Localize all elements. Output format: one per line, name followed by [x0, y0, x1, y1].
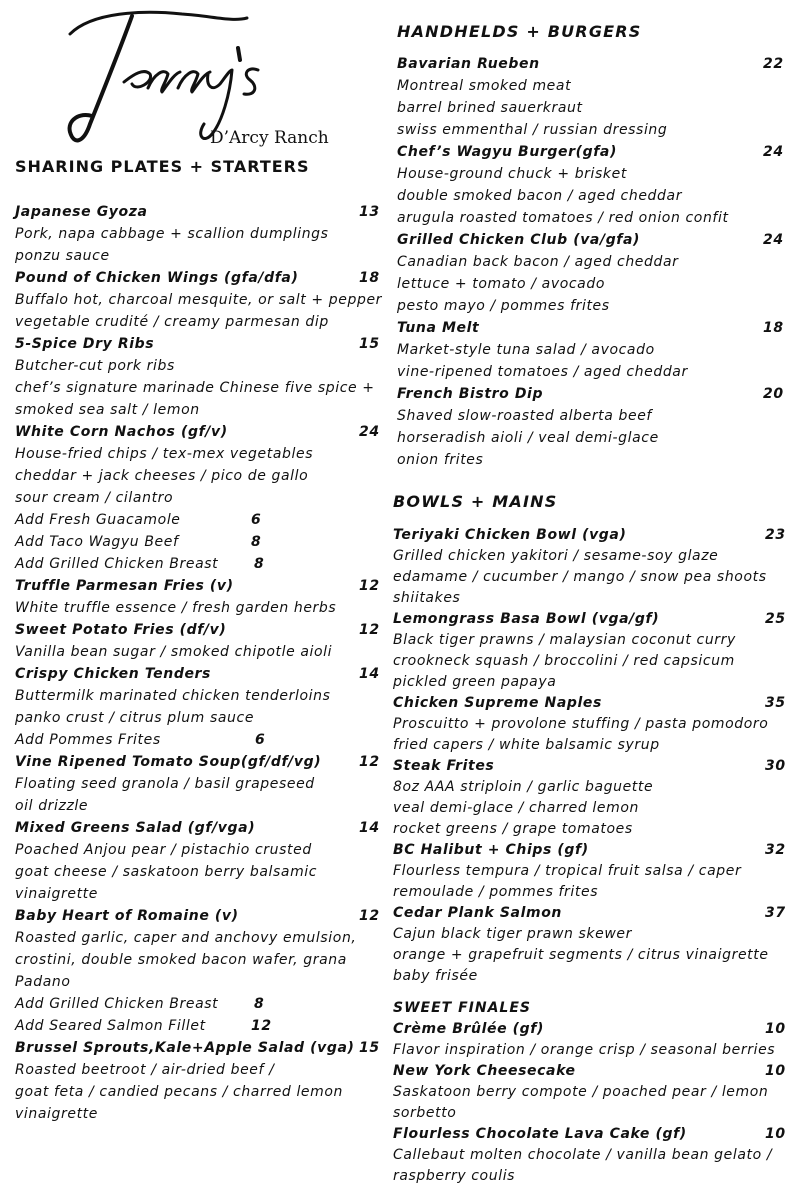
menu-item: [15, 267, 385, 333]
menu-item: [393, 525, 789, 609]
menu-item-description: Saskatoon berry compote / poached pear / lemon: [393, 1084, 769, 1100]
menu-item: [393, 1019, 789, 1061]
menu-item-price: 10: [765, 1126, 786, 1142]
menu-item-name: Pound of Chicken Wings (gfa/dfa): [15, 270, 299, 286]
menu-item-price: 24: [763, 232, 784, 248]
menu-item-name: Baby Heart of Romaine (v): [15, 908, 239, 924]
menu-item-description: vine-ripened tomatoes / aged cheddar: [397, 364, 688, 380]
menu-item-header: [393, 903, 789, 924]
addon-price: 12: [251, 1018, 272, 1034]
bowls-section-title: BOWLS + MAINS: [393, 492, 558, 511]
menu-item-price: 22: [763, 56, 784, 72]
menu-item-header: [393, 1124, 789, 1145]
menu-item-name: Cedar Plank Salmon: [393, 905, 562, 921]
menu-item-name: Tuna Melt: [397, 320, 480, 336]
menu-item-header: [393, 1019, 789, 1040]
menu-item-description: Poached Anjou pear / pistachio crusted: [15, 842, 312, 858]
menu-item-price: 24: [763, 144, 784, 160]
menu-item-description: cheddar + jack cheeses / pico de gallo: [15, 468, 309, 484]
addon-label: Add Taco Wagyu Beef: [15, 534, 179, 550]
menu-item-price: 14: [359, 820, 380, 836]
menu-item: [15, 575, 385, 619]
menu-item-price: 25: [765, 611, 786, 627]
menu-item-description: Pork, napa cabbage + scallion dumplings: [15, 226, 329, 242]
menu-item-addon: [15, 531, 385, 553]
menu-item-description: Butcher-cut pork ribs: [15, 358, 175, 374]
menu-item-description: remoulade / pommes frites: [393, 884, 599, 900]
menu-item: [15, 201, 385, 267]
addon-price: 6: [255, 732, 266, 748]
menu-item-name: French Bistro Dip: [397, 386, 544, 402]
menu-item-description: horseradish aioli / veal demi-glace: [397, 430, 659, 446]
menu-item-header: [393, 609, 789, 630]
menu-item-price: 12: [359, 908, 380, 924]
menu-item: [15, 905, 385, 1037]
sharing-list: [15, 201, 385, 1125]
menu-item-description: double smoked bacon / aged cheddar: [397, 188, 683, 204]
menu-item-description: orange + grapefruit segments / citrus vinaigrette: [393, 947, 769, 963]
addon-price: 8: [251, 534, 262, 550]
menu-item-description: Buttermilk marinated chicken tenderloins: [15, 688, 331, 704]
menu-item-price: 10: [765, 1021, 786, 1037]
menu-item-description: 8oz AAA striploin / garlic baguette: [393, 779, 654, 795]
menu-item-header: [397, 141, 787, 163]
menu-item-name: Chicken Supreme Naples: [393, 695, 602, 711]
menu-item-description: edamame / cucumber / mango / snow pea shoots: [393, 569, 767, 585]
menu-item-description: Canadian back bacon / aged cheddar: [397, 254, 679, 270]
menu-item-description: crookneck squash / broccolini / red capsicum: [393, 653, 735, 669]
menu-item-description: panko crust / citrus plum sauce: [15, 710, 255, 726]
menu-item-addon: [15, 993, 385, 1015]
sharing-section-title: SHARING PLATES + STARTERS: [15, 157, 310, 176]
menu-item-description: oil drizzle: [15, 798, 89, 814]
menu-item-description: Grilled chicken yakitori / sesame-soy glaze: [393, 548, 719, 564]
menu-item-name: BC Halibut + Chips (gf): [393, 842, 589, 858]
menu-item-header: [397, 229, 787, 251]
menu-item-header: [393, 1061, 789, 1082]
menu-item-description: rocket greens / grape tomatoes: [393, 821, 633, 837]
menu-item-description: vinaigrette: [15, 1106, 98, 1122]
menu-item-header: [15, 751, 385, 773]
menu-item-price: 12: [359, 578, 380, 594]
menu-item-price: 35: [765, 695, 786, 711]
logo-subtitle: D’Arcy Ranch: [210, 128, 329, 148]
menu-item-description: House-ground chuck + brisket: [397, 166, 627, 182]
menu-item-description: lettuce + tomato / avocado: [397, 276, 605, 292]
menu-item-name: Lemongrass Basa Bowl (vga/gf): [393, 611, 660, 627]
menu-item-description: Market-style tuna salad / avocado: [397, 342, 655, 358]
menu-item-price: 32: [765, 842, 786, 858]
menu-item-header: [397, 383, 787, 405]
menu-item-name: Vine Ripened Tomato Soup(gf/df/vg): [15, 754, 322, 770]
handhelds-list: [397, 53, 787, 471]
menu-item-description: baby frisée: [393, 968, 478, 984]
addon-price: 8: [254, 996, 265, 1012]
menu-item: [397, 317, 787, 383]
menu-item-description: ponzu sauce: [15, 248, 110, 264]
menu-item-header: [15, 619, 385, 641]
menu-item: [397, 383, 787, 471]
menu-item-name: Japanese Gyoza: [15, 204, 148, 220]
menu-item-price: 15: [359, 336, 380, 352]
menu-item-description: sour cream / cilantro: [15, 490, 174, 506]
menu-item: [397, 229, 787, 317]
menu-item-header: [15, 1037, 385, 1059]
menu-item: [393, 840, 789, 903]
addon-label: Add Grilled Chicken Breast: [15, 556, 219, 572]
menu-item-name: New York Cheesecake: [393, 1063, 576, 1079]
menu-item-description: Shaved slow-roasted alberta beef: [397, 408, 652, 424]
menu-item-price: 24: [359, 424, 380, 440]
menu-item: [397, 141, 787, 229]
menu-item: [15, 817, 385, 905]
menu-item-description: Proscuitto + provolone stuffing / pasta pomodoro: [393, 716, 769, 732]
menu-item-description: arugula roasted tomatoes / red onion confit: [397, 210, 729, 226]
menu-item-name: White Corn Nachos (gf/v): [15, 424, 228, 440]
menu-item-header: [393, 756, 789, 777]
addon-label: Add Pommes Frites: [15, 732, 161, 748]
menu-item-header: [15, 201, 385, 223]
addon-label: Add Seared Salmon Fillet: [15, 1018, 206, 1034]
menu-item-price: 10: [765, 1063, 786, 1079]
menu-item-description: goat cheese / saskatoon berry balsamic: [15, 864, 318, 880]
menu-item-header: [15, 663, 385, 685]
sweet-section-title: SWEET FINALES: [393, 1000, 531, 1016]
menu-item: [393, 693, 789, 756]
menu-item-name: 5-Spice Dry Ribs: [15, 336, 155, 352]
addon-price: 6: [251, 512, 262, 528]
menu-item-price: 18: [359, 270, 380, 286]
menu-item-price: 12: [359, 622, 380, 638]
menu-item-description: Buffalo hot, charcoal mesquite, or salt + pepper: [15, 292, 383, 308]
menu-item-description: veal demi-glace / charred lemon: [393, 800, 639, 816]
menu-item-description: barrel brined sauerkraut: [397, 100, 583, 116]
menu-item-header: [15, 905, 385, 927]
menu-item-header: [15, 817, 385, 839]
menu-item: [15, 1037, 385, 1125]
menu-item-description: Padano: [15, 974, 71, 990]
menu-item: [393, 609, 789, 693]
menu-item: [393, 1124, 789, 1187]
menu-item-description: White truffle essence / fresh garden herbs: [15, 600, 337, 616]
menu-item-price: 20: [763, 386, 784, 402]
menu-item-description: Callebaut molten chocolate / vanilla bean gelato /: [393, 1147, 773, 1163]
menu-item-description: fried capers / white balsamic syrup: [393, 737, 660, 753]
menu-item-name: Crispy Chicken Tenders: [15, 666, 211, 682]
menu-item-addon: [15, 1015, 385, 1037]
menu-item-description: shiitakes: [393, 590, 461, 606]
addon-label: Add Fresh Guacamole: [15, 512, 181, 528]
menu-item-description: swiss emmenthal / russian dressing: [397, 122, 668, 138]
menu-item-price: 23: [765, 527, 786, 543]
menu-item-header: [393, 840, 789, 861]
menu-item-header: [393, 525, 789, 546]
menu-item-header: [15, 575, 385, 597]
menu-item-description: pesto mayo / pommes frites: [397, 298, 610, 314]
addon-label: Add Grilled Chicken Breast: [15, 996, 219, 1012]
menu-item-addon: [15, 509, 385, 531]
menu-item-name: Bavarian Rueben: [397, 56, 540, 72]
menu-item-description: House-fried chips / tex-mex vegetables: [15, 446, 314, 462]
menu-item: [393, 903, 789, 987]
menu-item-description: Flourless tempura / tropical fruit salsa / caper: [393, 863, 742, 879]
menu-item-name: Truffle Parmesan Fries (v): [15, 578, 234, 594]
menu-item-description: Vanilla bean sugar / smoked chipotle aioli: [15, 644, 333, 660]
menu-item-price: 30: [765, 758, 786, 774]
menu-item: [15, 663, 385, 751]
menu-item-name: Sweet Potato Fries (df/v): [15, 622, 227, 638]
menu-item-description: vegetable crudité / creamy parmesan dip: [15, 314, 329, 330]
menu-item-header: [15, 267, 385, 289]
menu-item-header: [397, 53, 787, 75]
menu-item-name: Flourless Chocolate Lava Cake (gf): [393, 1126, 687, 1142]
menu-item: [397, 53, 787, 141]
menu-item-description: crostini, double smoked bacon wafer, grana: [15, 952, 347, 968]
menu-item-price: 12: [359, 754, 380, 770]
menu-item-description: smoked sea salt / lemon: [15, 402, 200, 418]
menu-item-price: 13: [359, 204, 380, 220]
bowls-list: [393, 525, 789, 987]
menu-item-header: [393, 693, 789, 714]
menu-item: [393, 1061, 789, 1124]
logo: [62, 4, 329, 154]
menu-item-description: Roasted beetroot / air-dried beef /: [15, 1062, 275, 1078]
menu-item-header: [15, 421, 385, 443]
menu-item: [15, 421, 385, 575]
menu-item-description: Cajun black tiger prawn skewer: [393, 926, 632, 942]
menu-item-name: Steak Frites: [393, 758, 495, 774]
menu-item-addon: [15, 729, 385, 751]
menu-item-name: Mixed Greens Salad (gf/vga): [15, 820, 256, 836]
menu-item-description: Flavor inspiration / orange crisp / seasonal berries: [393, 1042, 776, 1058]
menu-item-description: vinaigrette: [15, 886, 98, 902]
menu-item: [393, 756, 789, 840]
menu-item-description: goat feta / candied pecans / charred lemon: [15, 1084, 344, 1100]
menu-item-description: chef’s signature marinade Chinese five spice +: [15, 380, 375, 396]
menu-item-name: Grilled Chicken Club (va/gfa): [397, 232, 641, 248]
menu-item-name: Chef’s Wagyu Burger(gfa): [397, 144, 617, 160]
menu-item-description: Montreal smoked meat: [397, 78, 572, 94]
menu-item-price: 37: [765, 905, 786, 921]
handhelds-section-title: HANDHELDS + BURGERS: [397, 22, 642, 41]
menu-item-name: Teriyaki Chicken Bowl (vga): [393, 527, 627, 543]
menu-item-name: Brussel Sprouts,Kale+Apple Salad (vga): [15, 1040, 355, 1056]
menu-item-description: Floating seed granola / basil grapeseed: [15, 776, 315, 792]
menu-item-header: [15, 333, 385, 355]
menu-item-description: Roasted garlic, caper and anchovy emulsion,: [15, 930, 357, 946]
menu-item: [15, 333, 385, 421]
menu-item: [15, 619, 385, 663]
menu-item-price: 18: [763, 320, 784, 336]
menu-item-description: Black tiger prawns / malaysian coconut curry: [393, 632, 736, 648]
menu-item-price: 15: [359, 1040, 380, 1056]
menu-item-description: raspberry coulis: [393, 1168, 516, 1184]
menu-item-name: Crème Brûlée (gf): [393, 1021, 544, 1037]
addon-price: 8: [254, 556, 265, 572]
menu-item-header: [397, 317, 787, 339]
sweet-list: [393, 1019, 789, 1187]
menu-item-description: sorbetto: [393, 1105, 457, 1121]
menu-item-addon: [15, 553, 385, 575]
menu-item-description: onion frites: [397, 452, 484, 468]
menu-item-description: pickled green papaya: [393, 674, 557, 690]
menu-item-price: 14: [359, 666, 380, 682]
menu-item: [15, 751, 385, 817]
